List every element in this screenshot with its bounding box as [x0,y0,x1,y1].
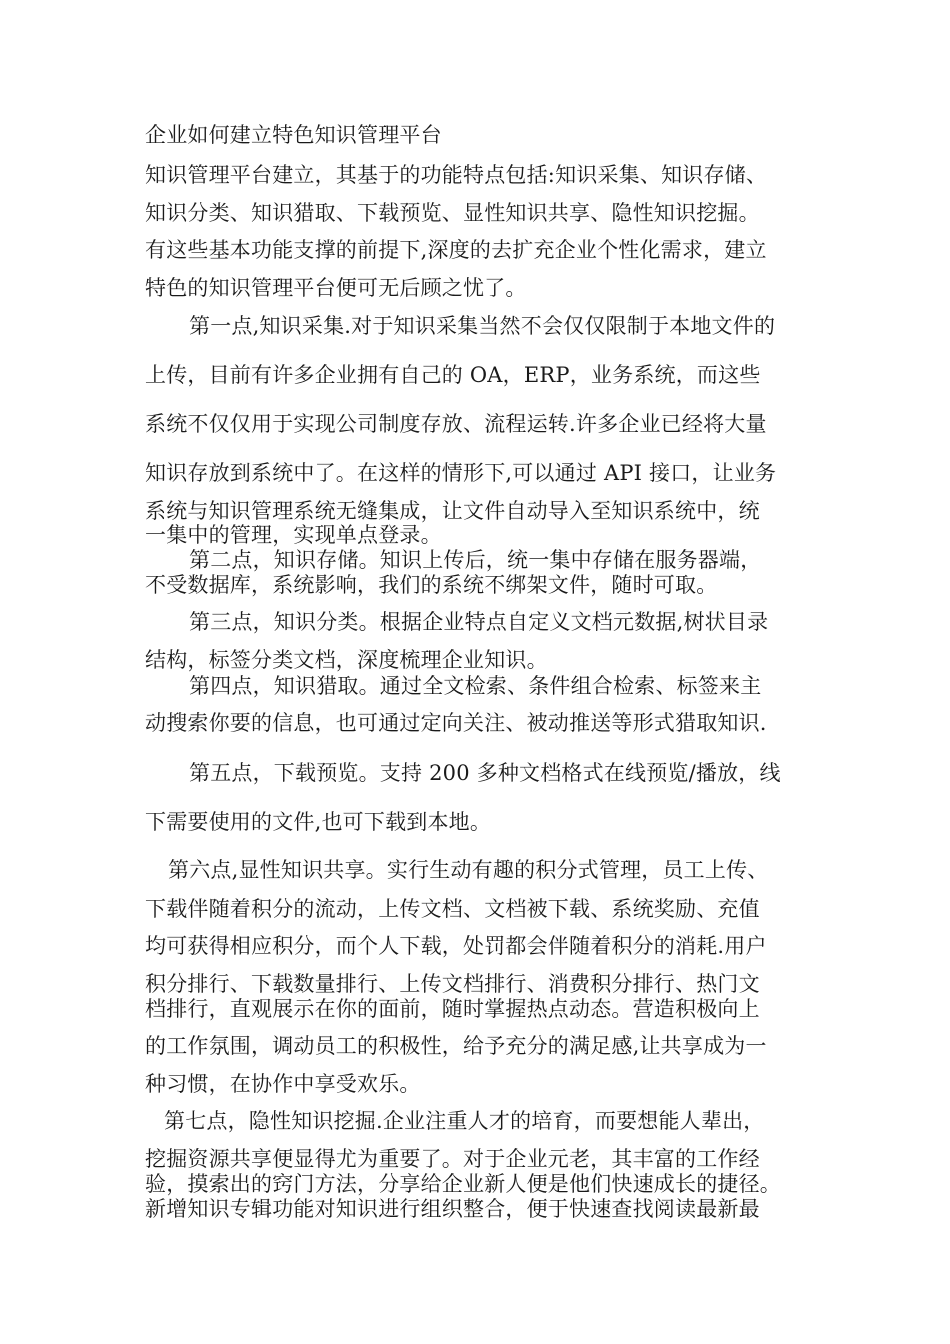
text-line: 系统与知识管理系统无缝集成，让文件自动导入至知识系统中，统 [145,499,760,523]
text-line: 上传，目前有许多企业拥有自己的 OA，ERP，业务系统，而这些 [145,363,761,387]
text-line: 结构，标签分类文档，深度梳理企业知识。 [145,648,548,672]
text-line: 的工作氛围，调动员工的积极性，给予充分的满足感,让共享成为一 [145,1034,767,1058]
text-line: 第五点，下载预览。支持 200 多种文档格式在线预览/播放，线 [189,761,781,785]
text-line: 档排行，直观展示在你的面前，随时掌握热点动态。营造积极向上 [145,997,760,1021]
text-line: 系统不仅仅用于实现公司制度存放、流程运转.许多企业已经将大量 [145,412,767,436]
text-line: 均可获得相应积分，而个人下载，处罚都会伴随着积分的消耗.用户 [145,934,767,958]
text-line: 第六点,显性知识共享。实行生动有趣的积分式管理，员工上传、 [168,858,769,882]
text-line: 新增知识专辑功能对知识进行组织整合，便于快速查找阅读最新最 [145,1197,760,1221]
text-line: 知识存放到系统中了。在这样的情形下,可以通过 API 接口，让业务 [145,461,777,485]
text-line: 知识管理平台建立，其基于的功能特点包括:知识采集、知识存储、 [145,163,768,187]
text-line: 一集中的管理，实现单点登录。 [145,523,442,547]
text-line: 动搜索你要的信息，也可通过定向关注、被动推送等形式猎取知识. [145,711,767,735]
text-line: 下载伴随着积分的流动，上传文档、文档被下载、系统奖励、充值 [145,897,760,921]
text-line: 知识分类、知识猎取、下载预览、显性知识共享、隐性知识挖掘。 [145,201,760,225]
text-line: 第三点，知识分类。根据企业特点自定义文档元数据,树状目录 [189,610,769,634]
text-line: 第七点，隐性知识挖掘.企业注重人才的培育，而要想能人辈出， [164,1109,765,1133]
text-line: 第四点，知识猎取。通过全文检索、条件组合检索、标签来主 [189,674,762,698]
text-line: 种习惯，在协作中享受欢乐。 [145,1072,421,1096]
text-line: 挖掘资源共享便显得尤为重要了。对于企业元老，其丰富的工作经 [145,1147,760,1171]
text-line: 下需要使用的文件,也可下载到本地。 [145,810,492,834]
document-title: 企业如何建立特色知识管理平台 [145,123,442,147]
text-line: 第一点,知识采集.对于知识采集当然不会仅仅限制于本地文件的 [189,314,776,338]
text-line: 特色的知识管理平台便可无后顾之忧了。 [145,276,527,300]
text-line: 验，摸索出的窍门方法，分享给企业新人便是他们快速成长的捷径。 [145,1172,781,1196]
text-line: 不受数据库，系统影响，我们的系统不绑架文件，随时可取。 [145,573,718,597]
text-line: 积分排行、下载数量排行、上传文档排行、消费积分排行、热门文 [145,972,760,996]
text-line: 有这些基本功能支撑的前提下,深度的去扩充企业个性化需求，建立 [145,238,767,262]
text-line: 第二点，知识存储。知识上传后，统一集中存储在服务器端， [189,548,762,572]
